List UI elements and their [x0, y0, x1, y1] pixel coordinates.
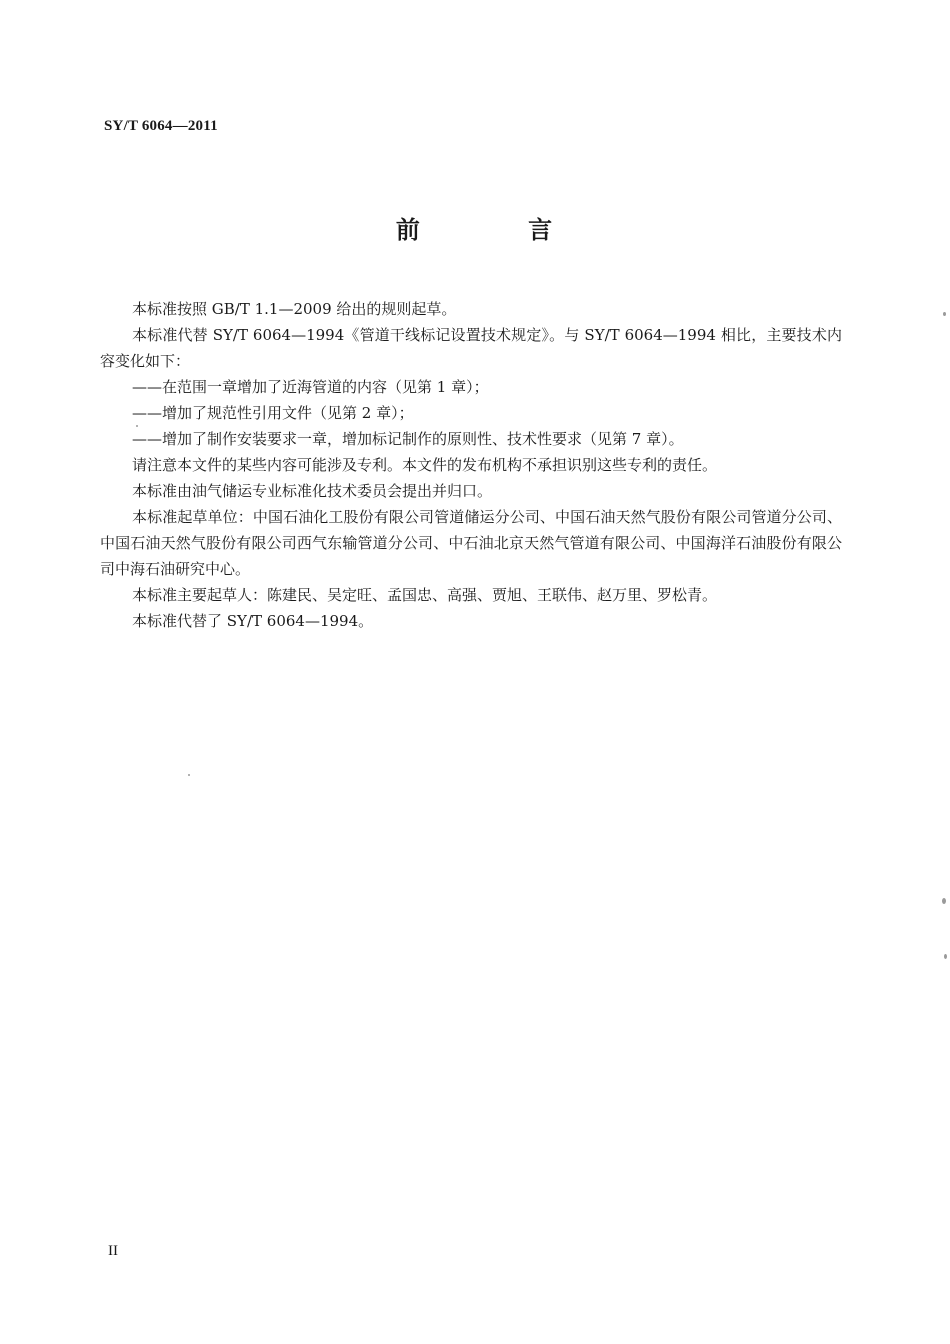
page-title: 前 言	[395, 216, 603, 244]
scan-speck	[188, 774, 190, 776]
foreword-body	[100, 296, 842, 634]
paragraph: 本标准代替 SY/T 6064—1994《管道干线标记设置技术规定》。与 SY/T 6064—1994 相比，主要技术内容变化如下：	[100, 326, 842, 370]
paragraph: 本标准起草单位：中国石油化工股份有限公司管道储运分公司、中国石油天然气股份有限公司管道分公司、中国石油天然气股份有限公司西气东输管道分公司、中石油北京天然气管道有限公司、中国海洋石油股份有限公司中海石油研究中心。	[100, 508, 842, 578]
scan-speck	[136, 425, 138, 427]
paragraph: 本标准由油气储运专业标准化技术委员会提出并归口。	[132, 482, 493, 500]
list-item: ——在范围一章增加了近海管道的内容（见第 1 章）；	[132, 378, 489, 396]
scan-speck	[944, 954, 947, 959]
page-number: II	[108, 1243, 118, 1259]
paragraph: 本标准主要起草人：陈建民、吴定旺、孟国忠、高强、贾旭、王联伟、赵万里、罗松青。	[132, 586, 718, 604]
list-item: ——增加了规范性引用文件（见第 2 章）；	[132, 404, 414, 422]
standard-code: SY/T 6064—2011	[104, 118, 218, 134]
paragraph: 本标准按照 GB/T 1.1—2009 给出的规则起草。	[132, 300, 457, 318]
paragraph: 本标准代替了 SY/T 6064—1994。	[132, 612, 374, 630]
scan-speck	[942, 898, 946, 904]
scan-speck	[943, 312, 946, 316]
paragraph: 请注意本文件的某些内容可能涉及专利。本文件的发布机构不承担识别这些专利的责任。	[132, 456, 718, 474]
list-item: ——增加了制作安装要求一章，增加标记制作的原则性、技术性要求（见第 7 章）。	[132, 430, 684, 448]
